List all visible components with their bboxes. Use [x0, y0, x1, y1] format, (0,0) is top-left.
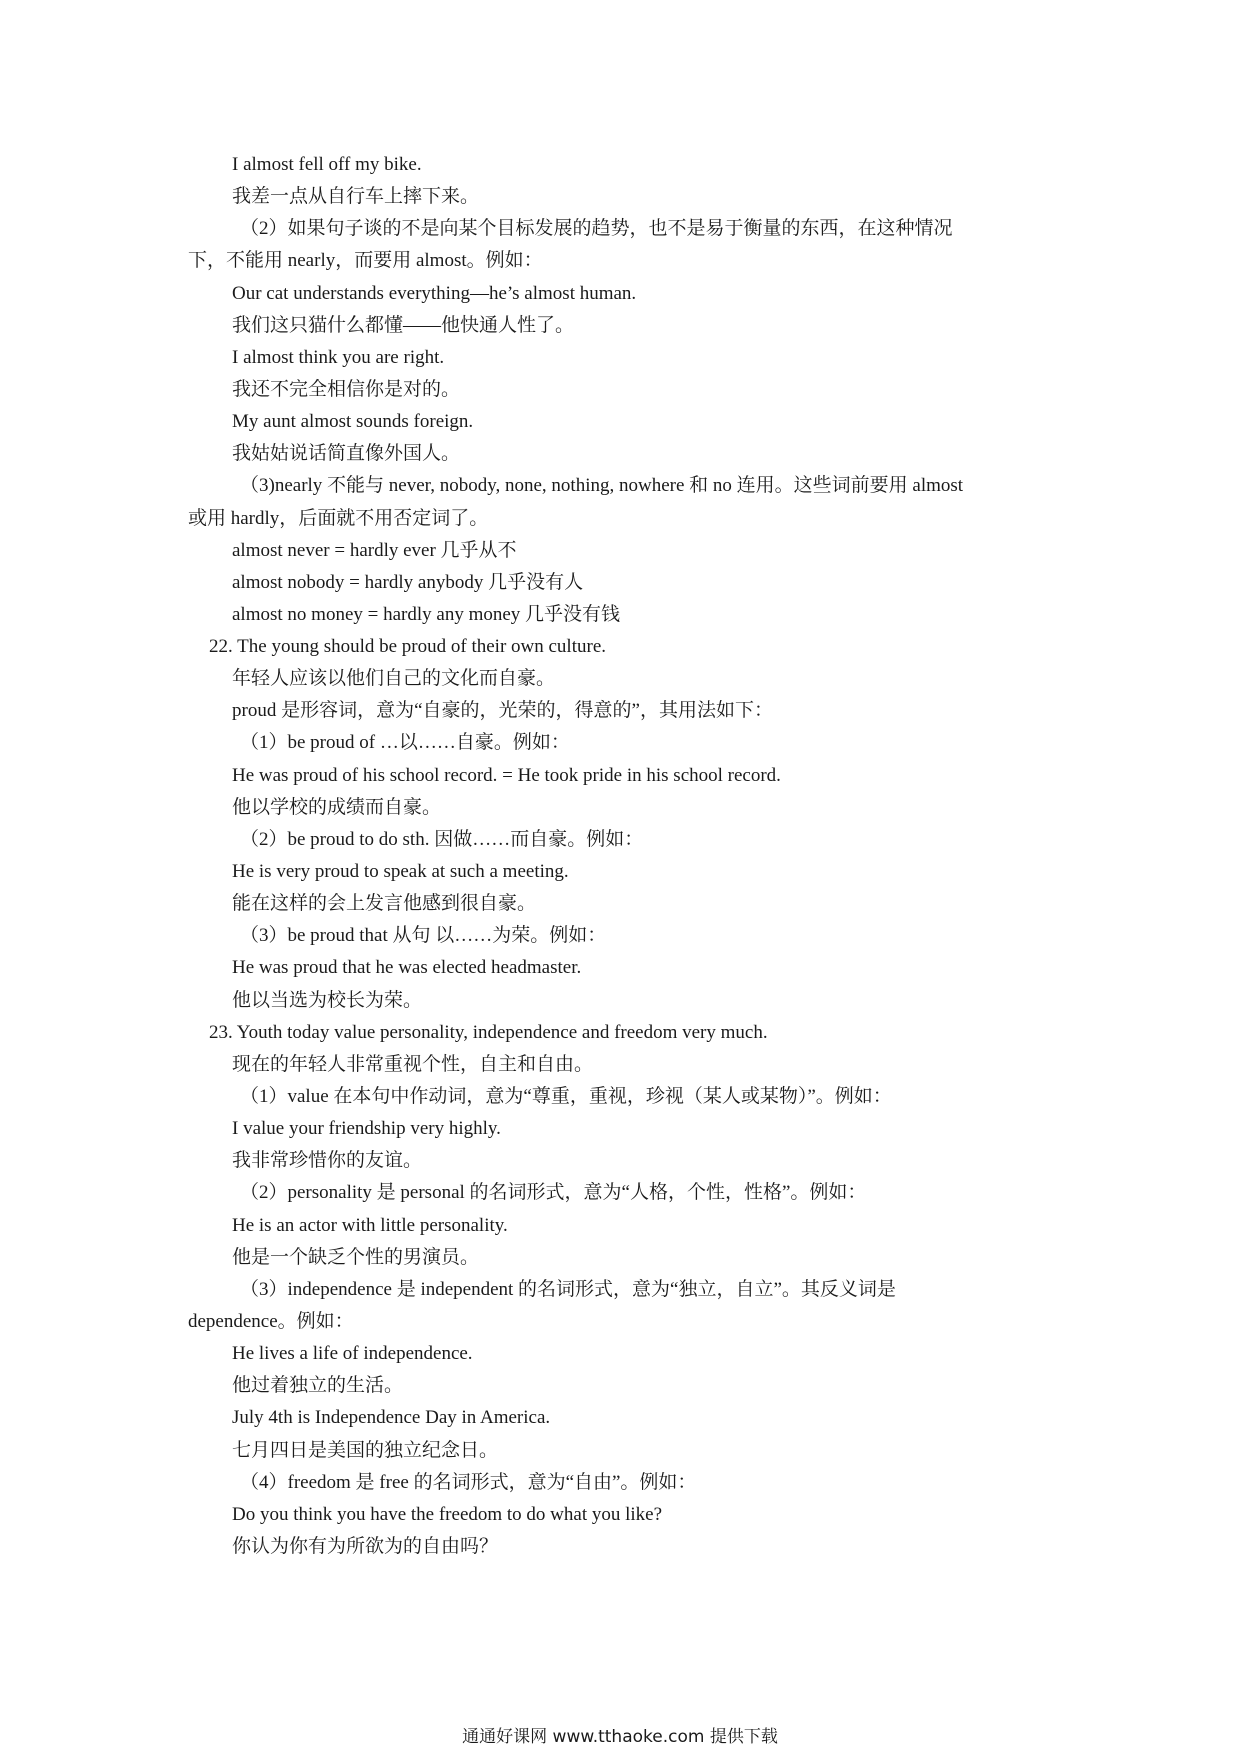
text-line: I almost fell off my bike. — [232, 154, 422, 175]
text-line: （4）freedom 是 free 的名词形式，意为“自由”。例如： — [240, 1472, 697, 1493]
text-line: 我非常珍惜你的友谊。 — [232, 1150, 423, 1171]
text-line: My aunt almost sounds foreign. — [232, 411, 474, 432]
section-heading: 23. Youth today value personality, independence and freedom very much. — [209, 1022, 768, 1043]
text-line: 他以当选为校长为荣。 — [232, 990, 423, 1011]
page-footer: 通通好课网 www.tthaoke.com 提供下载 — [462, 1727, 778, 1747]
text-line: He is an actor with little personality. — [232, 1215, 508, 1236]
text-line: 你认为你有为所欲为的自由吗？ — [232, 1536, 499, 1557]
text-line: 我差一点从自行车上摔下来。 — [232, 186, 480, 207]
text-line: （3）independence 是 independent 的名词形式，意为“独立，自立”。其反义词是 — [240, 1279, 896, 1300]
text-line: （2）be proud to do sth. 因做……而自豪。例如： — [240, 829, 644, 850]
text-line: Our cat understands everything—he’s almost human. — [232, 283, 637, 304]
text-line: proud 是形容词，意为“自豪的，光荣的，得意的”，其用法如下： — [232, 700, 773, 721]
text-line: dependence。例如： — [188, 1311, 354, 1332]
text-line: 我姑姑说话简直像外国人。 — [232, 443, 461, 464]
text-line: （2）personality 是 personal 的名词形式，意为“人格，个性，性格”。例如： — [240, 1182, 867, 1203]
text-line: almost nobody = hardly anybody 几乎没有人 — [232, 572, 584, 593]
text-line: （2）如果句子谈的不是向某个目标发展的趋势，也不是易于衡量的东西，在这种情况 — [240, 218, 953, 239]
text-line: 能在这样的会上发言他感到很自豪。 — [232, 893, 537, 914]
text-line: （1）be proud of …以……自豪。例如： — [240, 732, 570, 753]
text-line: 或用 hardly，后面就不用否定词了。 — [188, 508, 489, 529]
text-line: He lives a life of independence. — [232, 1343, 473, 1364]
text-line: Do you think you have the freedom to do what you like? — [232, 1504, 663, 1525]
text-line: July 4th is Independence Day in America. — [232, 1407, 551, 1428]
text-line: 现在的年轻人非常重视个性，自主和自由。 — [232, 1054, 594, 1075]
section-heading: 22. The young should be proud of their own culture. — [209, 636, 606, 657]
text-line: almost no money = hardly any money 几乎没有钱 — [232, 604, 621, 625]
text-line: 他过着独立的生活。 — [232, 1375, 404, 1396]
text-line: He was proud of his school record. = He took pride in his school record. — [232, 765, 781, 786]
text-line: 他以学校的成绩而自豪。 — [232, 797, 442, 818]
text-line: （3)nearly 不能与 never, nobody, none, nothing, nowhere 和 no 连用。这些词前要用 almost — [240, 475, 964, 496]
text-line: He is very proud to speak at such a meeting. — [232, 861, 569, 882]
text-line: 他是一个缺乏个性的男演员。 — [232, 1247, 480, 1268]
text-line: 年轻人应该以他们自己的文化而自豪。 — [232, 668, 556, 689]
text-line: 下，不能用 nearly，而要用 almost。例如： — [188, 250, 543, 271]
text-line: almost never = hardly ever 几乎从不 — [232, 540, 517, 561]
text-line: I almost think you are right. — [232, 347, 445, 368]
text-line: （3）be proud that 从句 以……为荣。例如： — [240, 925, 607, 946]
text-line: He was proud that he was elected headmaster. — [232, 957, 582, 978]
text-line: 七月四日是美国的独立纪念日。 — [232, 1440, 499, 1461]
text-line: 我还不完全相信你是对的。 — [232, 379, 461, 400]
text-line: 我们这只猫什么都懂——他快通人性了。 — [232, 315, 575, 336]
text-line: I value your friendship very highly. — [232, 1118, 501, 1139]
text-line: （1）value 在本句中作动词，意为“尊重，重视，珍视（某人或某物）”。例如： — [240, 1086, 892, 1107]
